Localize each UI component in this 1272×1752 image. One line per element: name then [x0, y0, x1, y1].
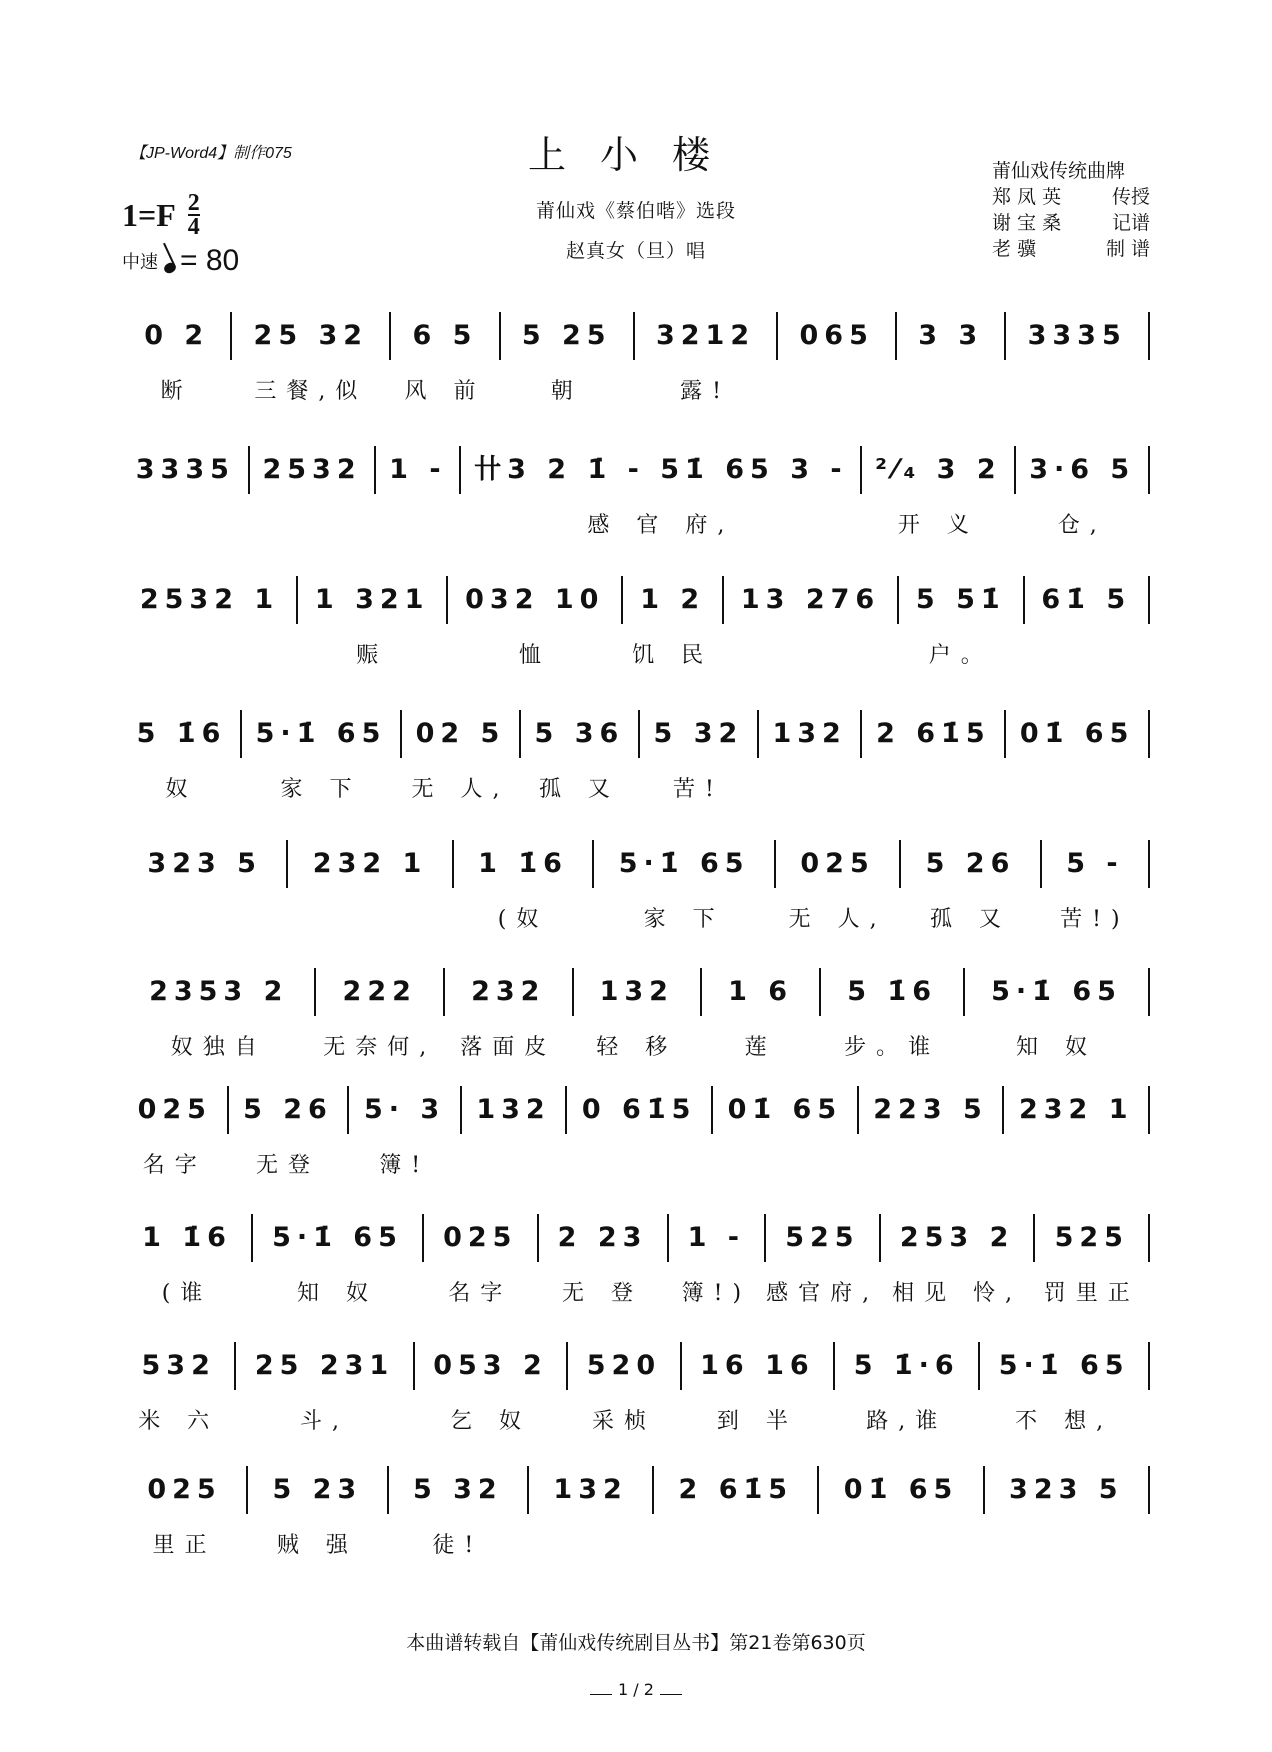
time-signature	[188, 192, 200, 238]
measure-notes: 1 1̇6	[142, 1222, 232, 1253]
time-bottom: 4	[187, 214, 200, 240]
song-title: 上小楼	[527, 133, 744, 177]
measure-notes: 323 5	[1009, 1474, 1124, 1505]
credit-text: 老 骥	[992, 238, 1037, 260]
measure	[574, 968, 703, 1060]
score-line	[123, 312, 1150, 422]
measure	[521, 710, 640, 802]
measure	[819, 1466, 984, 1514]
measure-notes: 3335	[135, 454, 235, 485]
measure-notes: 3 3	[918, 320, 984, 351]
measure-notes: 5 26	[925, 848, 1016, 879]
measure	[965, 968, 1150, 1060]
measure-lyrics: 簿!)	[681, 1281, 752, 1306]
measure-notes: 532	[141, 1350, 216, 1381]
measure	[123, 710, 242, 802]
measure-notes: 卄3 2 1̇ - 51̇ 65 3 -	[474, 454, 848, 485]
measure	[376, 446, 461, 494]
measure	[985, 1466, 1150, 1514]
measure-lyrics: 无 人,	[788, 907, 887, 932]
credit-line	[992, 236, 1150, 262]
measure	[253, 1214, 424, 1306]
measure-lyrics: 不 想,	[1015, 1409, 1114, 1434]
measure-notes: 13 276	[740, 584, 881, 615]
measure	[539, 1214, 669, 1306]
measure-lyrics: 无奈何,	[323, 1035, 437, 1060]
measure-lyrics: 奴独自	[170, 1035, 267, 1060]
measure-notes: 223 5	[873, 1094, 988, 1125]
measure-lyrics: 徒!	[432, 1533, 484, 1558]
measure-lyrics: (奴	[497, 907, 549, 932]
measure-lyrics: 朝	[550, 379, 583, 404]
measure-notes: 132	[476, 1094, 551, 1125]
measure-notes: 232	[471, 976, 546, 1007]
measure-notes: 3335	[1027, 320, 1127, 351]
measure-notes: 5 51̇	[915, 584, 1006, 615]
measure-lyrics: (谁	[161, 1281, 213, 1306]
measure-notes: 025	[137, 1094, 212, 1125]
measure-notes: 2 61̇5	[876, 718, 991, 749]
measure-lyrics: 奴	[165, 777, 198, 802]
credit-line	[992, 158, 1150, 184]
measure	[445, 968, 574, 1060]
measure	[298, 576, 448, 668]
measure-notes: 0 2	[144, 320, 210, 351]
measure	[835, 1342, 980, 1434]
measure-notes: 5·1̇ 65	[991, 976, 1122, 1007]
measure-notes: 3212	[655, 320, 756, 351]
score-line	[123, 1466, 1150, 1576]
measure-notes: 5 36	[534, 718, 625, 749]
measure	[1042, 840, 1150, 932]
maker-label: 【JP-Word4】制作075	[130, 145, 292, 162]
subtitle: 莆仙戏《蔡伯喈》选段	[535, 200, 736, 222]
credit-line	[992, 184, 1150, 210]
measure-notes: 222	[342, 976, 417, 1007]
measure-notes: 2532	[262, 454, 362, 485]
measure	[236, 1342, 414, 1434]
score-line	[123, 1214, 1150, 1324]
measure-lyrics: 步。谁	[844, 1035, 941, 1060]
measure	[1006, 312, 1150, 360]
measure-lyrics: 饥 民	[632, 643, 714, 668]
measure	[724, 576, 899, 624]
measure	[713, 1086, 859, 1134]
measure-lyrics: 贼 强	[276, 1533, 358, 1558]
measure-lyrics: 米 六	[138, 1409, 220, 1434]
measure-notes: 025	[147, 1474, 222, 1505]
measure	[623, 576, 724, 668]
measure-notes: 065	[799, 320, 874, 351]
measure-notes: 25 32	[253, 320, 369, 351]
measure-notes: 025	[443, 1222, 518, 1253]
measure	[897, 312, 1006, 360]
measure-lyrics: 轻 移	[596, 1035, 678, 1060]
measure	[682, 1342, 836, 1434]
measure-notes: 2 61̇5	[678, 1474, 794, 1505]
measure-notes: ²⁄₄ 3 2	[875, 454, 1002, 485]
measure	[123, 312, 232, 404]
measure-lyrics: 感 官 府,	[587, 513, 735, 538]
measure	[402, 710, 521, 802]
key-signature	[122, 192, 200, 238]
measure-notes: 132	[553, 1474, 628, 1505]
measure-notes: 5 1̇6	[847, 976, 937, 1007]
measure	[1006, 710, 1150, 758]
measure-lyrics: 无 人,	[411, 777, 510, 802]
measure-notes: 5 32	[653, 718, 744, 749]
measure	[448, 576, 623, 668]
measure-notes: 5 25	[521, 320, 612, 351]
credits	[992, 158, 1150, 262]
measure-lyrics: 三餐,似	[254, 379, 368, 404]
credit-line	[992, 210, 1150, 236]
measure-lyrics: 相见 怜,	[892, 1281, 1023, 1306]
measure-lyrics: 无登	[255, 1153, 320, 1178]
credit-text: 传授	[1111, 186, 1150, 208]
measure-lyrics: 赈	[356, 643, 389, 668]
measure-lyrics: 名字	[142, 1153, 207, 1178]
source-note: 本曲谱转载自【莆仙戏传统剧目丛书】第21卷第630页	[406, 1632, 866, 1654]
page-number-text: 1 / 2	[618, 1680, 654, 1699]
measure-notes: 2353 2	[149, 976, 289, 1007]
measure	[821, 968, 965, 1060]
measure-notes: 5 -	[1066, 848, 1124, 879]
measure	[248, 1466, 388, 1558]
measure-notes: 132	[599, 976, 674, 1007]
measure	[349, 1086, 461, 1178]
measure	[250, 446, 377, 494]
measure	[461, 446, 862, 538]
tempo-label: 中速	[122, 252, 158, 272]
measure-notes: 1 6	[728, 976, 794, 1007]
measure-notes: 5·1̇ 65	[618, 848, 750, 879]
credit-text: 制 谱	[1105, 238, 1150, 260]
measure-lyrics: 仓,	[1057, 513, 1107, 538]
measure	[389, 1466, 529, 1558]
measure-notes: 525	[1054, 1222, 1129, 1253]
tempo	[122, 244, 239, 278]
measure-lyrics: 孤 又	[929, 907, 1011, 932]
measure	[316, 968, 445, 1060]
measure-notes: 01̇ 65	[843, 1474, 959, 1505]
measure-lyrics: 莲	[744, 1035, 777, 1060]
score-line	[123, 1342, 1150, 1452]
measure	[123, 576, 298, 624]
measure-notes: 5 1̇·6	[853, 1350, 960, 1381]
measure-notes: 253 2	[899, 1222, 1015, 1253]
measure-notes: 1 -	[687, 1222, 746, 1253]
measure	[778, 312, 897, 360]
measure-notes: 01̇ 65	[727, 1094, 843, 1125]
measure-lyrics: 无 登	[562, 1281, 644, 1306]
measure-notes: 525	[785, 1222, 860, 1253]
measure-lyrics: 知 奴	[1016, 1035, 1098, 1060]
measure	[123, 1466, 248, 1558]
measure-lyrics: 乞 奴	[449, 1409, 531, 1434]
credit-text: 郑 凤 英	[992, 186, 1062, 208]
measure-notes: 2 23	[557, 1222, 648, 1253]
tempo-value: = 80	[180, 244, 240, 277]
measure	[454, 840, 595, 932]
measure-lyrics: 苦!)	[1060, 907, 1130, 932]
page-number	[0, 1680, 1272, 1699]
measure-notes: 1 1̇6	[478, 848, 568, 879]
measure-lyrics: 里正	[152, 1533, 217, 1558]
measure	[123, 840, 288, 888]
score-line	[123, 1086, 1150, 1196]
measure	[862, 446, 1016, 538]
credit-text: 记谱	[1111, 212, 1150, 234]
credit-text: 莆仙戏传统曲牌	[992, 160, 1126, 182]
score-line	[123, 446, 1150, 556]
measure	[669, 1214, 767, 1306]
measure	[415, 1342, 569, 1434]
time-top: 2	[187, 190, 200, 216]
measure-lyrics: 斗,	[300, 1409, 350, 1434]
measure-lyrics: 罚里正	[1043, 1281, 1140, 1306]
measure-notes: 01̇ 65	[1019, 718, 1135, 749]
measure	[123, 1086, 229, 1178]
measure-lyrics: 断	[160, 379, 193, 404]
measure-lyrics: 落面皮	[460, 1035, 557, 1060]
measure-notes: 16 16	[700, 1350, 815, 1381]
measure-notes: 3·6 5	[1029, 454, 1136, 485]
credit-text: 谢 宝 桑	[992, 212, 1062, 234]
measure-lyrics: 苦!	[672, 777, 724, 802]
measure-notes: 61̇ 5	[1041, 584, 1132, 615]
measure-notes: 5 1̇6	[136, 718, 227, 749]
measure	[242, 710, 402, 802]
measure	[776, 840, 901, 932]
measure-notes: 5 23	[272, 1474, 363, 1505]
measure	[568, 1342, 681, 1434]
measure-lyrics: 恤	[518, 643, 551, 668]
score-line	[123, 840, 1150, 950]
measure	[232, 312, 391, 404]
measure-notes: 0 61̇5	[581, 1094, 697, 1125]
measure	[123, 1342, 236, 1434]
measure-lyrics: 露!	[680, 379, 731, 404]
measure	[567, 1086, 713, 1134]
measure-lyrics: 家 下	[280, 777, 362, 802]
measure-lyrics: 到 半	[716, 1409, 798, 1434]
measure-notes: 02 5	[415, 718, 506, 749]
score-line	[123, 968, 1150, 1078]
measure-notes: 232 1	[1018, 1094, 1134, 1125]
score-line	[123, 710, 1150, 820]
measure	[702, 968, 821, 1060]
measure	[123, 968, 316, 1060]
measure-notes: 032 10	[465, 584, 605, 615]
measure	[1025, 576, 1150, 624]
measure	[862, 710, 1006, 758]
measure-notes: 1 321	[314, 584, 430, 615]
measure-lyrics: 簿!	[379, 1153, 431, 1178]
measure	[1004, 1086, 1150, 1134]
measure-notes: 5·1̇ 65	[255, 718, 387, 749]
measure	[881, 1214, 1036, 1306]
measure-notes: 5 32	[412, 1474, 503, 1505]
measure	[229, 1086, 350, 1178]
measure	[501, 312, 635, 404]
score-line	[123, 576, 1150, 686]
measure-notes: 5 26	[243, 1094, 333, 1125]
measure	[635, 312, 779, 404]
measure-lyrics: 路,谁	[866, 1409, 948, 1434]
measure-notes: 5· 3	[363, 1094, 446, 1125]
measure	[766, 1214, 881, 1306]
measure-lyrics: 名字	[448, 1281, 513, 1306]
measure-notes: 520	[586, 1350, 662, 1381]
measure	[640, 710, 759, 802]
measure-lyrics: 风 前	[404, 379, 486, 404]
measure-notes: 132	[772, 718, 847, 749]
measure-lyrics: 知 奴	[296, 1281, 378, 1306]
measure-notes: 323 5	[147, 848, 262, 879]
measure-lyrics: 感官府,	[766, 1281, 880, 1306]
measure	[391, 312, 500, 404]
measure-lyrics: 采桢	[591, 1409, 656, 1434]
measure	[980, 1342, 1150, 1434]
measure	[859, 1086, 1005, 1134]
measure-notes: 5·1̇ 65	[998, 1350, 1130, 1381]
measure	[123, 1214, 253, 1306]
measure-notes: 25 231	[254, 1350, 395, 1381]
measure-notes: 1 2	[640, 584, 706, 615]
key-label: 1=F	[122, 196, 176, 233]
measure-lyrics: 户。	[928, 643, 993, 668]
measure	[1035, 1214, 1150, 1306]
measure	[288, 840, 453, 888]
measure-notes: 6 5	[412, 320, 478, 351]
measure	[1016, 446, 1150, 538]
measure	[424, 1214, 539, 1306]
measure	[462, 1086, 568, 1134]
measure	[901, 840, 1042, 932]
measure-notes: 232 1	[312, 848, 428, 879]
singer: 赵真女（旦）唱	[565, 240, 706, 262]
measure	[529, 1466, 654, 1514]
measure-notes: 1 -	[389, 454, 447, 485]
measure	[899, 576, 1024, 668]
measure-lyrics: 开 义	[897, 513, 979, 538]
measure	[759, 710, 863, 758]
measure-notes: 5·1̇ 65	[272, 1222, 403, 1253]
quarter-note-icon	[162, 261, 177, 275]
measure	[594, 840, 776, 932]
measure-lyrics: 家 下	[643, 907, 725, 932]
measure-notes: 2532 1	[139, 584, 280, 615]
measure	[654, 1466, 819, 1514]
measure	[123, 446, 250, 494]
measure-lyrics: 孤 又	[538, 777, 620, 802]
measure-notes: 025	[800, 848, 875, 879]
measure-notes: 053 2	[433, 1350, 548, 1381]
